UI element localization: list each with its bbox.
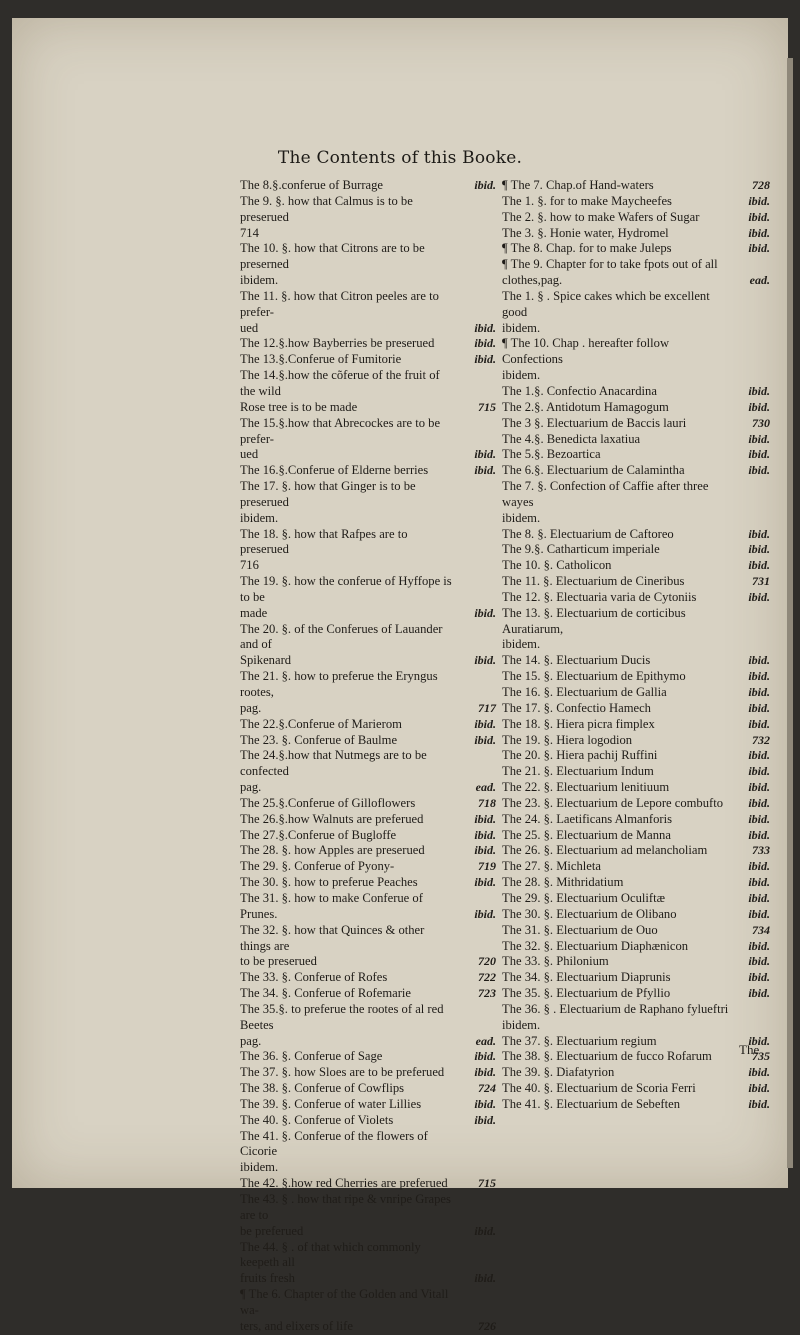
- toc-entry-page: ibid.: [474, 1049, 496, 1064]
- toc-entry: [240, 416, 498, 464]
- toc-entry-page: ibid.: [474, 320, 496, 335]
- toc-entry: [502, 843, 772, 859]
- toc-entry-text: The 36. §. Conferue of Sage: [240, 1049, 383, 1064]
- toc-entry-page: ibid.: [474, 811, 496, 826]
- toc-entry-page: 732: [752, 732, 770, 747]
- toc-entry: [240, 1192, 498, 1240]
- toc-entry-text: The 2. §. how to make Wafers of Sugar: [502, 209, 700, 224]
- toc-entry: [502, 194, 772, 210]
- toc-entry-text: The 10. §. how that Citrons are to be preserned ibidem.: [240, 241, 425, 288]
- toc-entry-text: The 16.§.Conferue of Elderne berries: [240, 463, 429, 478]
- toc-entry-text: The 40. §. Electuarium de Scoria Ferri: [502, 1081, 696, 1096]
- toc-entry: [240, 1176, 498, 1192]
- toc-entry-page: ibid.: [748, 463, 770, 478]
- toc-entry: [502, 558, 772, 574]
- toc-entry: [240, 986, 498, 1002]
- toc-entry: [240, 352, 498, 368]
- toc-entry: [502, 780, 772, 796]
- toc-entry-page: ibid.: [748, 795, 770, 810]
- toc-entry-page: ibid.: [474, 906, 496, 921]
- toc-entry-text: The 32. §. how that Quinces & other things are to be preserued: [240, 922, 425, 969]
- toc-entry: [240, 733, 498, 749]
- toc-entry: [502, 432, 772, 448]
- toc-entry: [240, 194, 498, 242]
- left-column: [240, 178, 498, 1335]
- toc-entry: [502, 685, 772, 701]
- toc-entry-page: ibid.: [748, 954, 770, 969]
- toc-entry-text: The 2.§. Antidotum Hamagogum: [502, 399, 669, 414]
- toc-entry-text: The 11. §. Electuarium de Cineribus: [502, 574, 685, 589]
- toc-entry: [502, 733, 772, 749]
- toc-entry-text: The 25. §. Electuarium de Manna: [502, 827, 671, 842]
- toc-entry: [240, 336, 498, 352]
- toc-entry: [240, 970, 498, 986]
- toc-entry-text: ¶ The 8. Chap. for to make Juleps: [502, 241, 672, 256]
- book-page: [12, 18, 788, 1333]
- toc-entry-page: 731: [752, 574, 770, 589]
- toc-entry-page: ibid.: [748, 558, 770, 573]
- toc-entry-text: The 9.§. Catharticum imperiale: [502, 542, 660, 557]
- toc-entry-page: ibid.: [748, 526, 770, 541]
- toc-entry: [240, 527, 498, 575]
- toc-entry-text: The 13.§.Conferue of Fumitorie: [240, 352, 402, 367]
- toc-entry-page: ibid.: [748, 685, 770, 699]
- toc-entry-text: The 37. §. how Sloes are to be preferued: [240, 1065, 445, 1080]
- toc-entry-page: ibid.: [748, 193, 770, 208]
- toc-entry-text: ¶ The 7. Chap.of Hand-waters: [502, 178, 654, 192]
- toc-entry: [502, 1081, 772, 1097]
- toc-entry-page: ibid.: [474, 1112, 496, 1127]
- toc-entry-text: The 26. §. Electuarium ad melancholiam: [502, 843, 708, 858]
- toc-entry: [502, 1097, 772, 1113]
- toc-entry: [502, 479, 772, 527]
- toc-entry: [240, 178, 498, 194]
- toc-entry-page: ibid.: [474, 1096, 496, 1111]
- toc-entry-page: ibid.: [748, 970, 770, 985]
- toc-entry: [240, 622, 498, 670]
- toc-entry-page: ibid.: [748, 209, 770, 224]
- toc-entry: [240, 289, 498, 337]
- toc-entry-page: ead.: [475, 780, 496, 795]
- toc-entry: [240, 812, 498, 828]
- toc-entry: [502, 416, 772, 432]
- toc-entry-page: ibid.: [748, 589, 770, 604]
- toc-entry-page: ibid.: [474, 336, 496, 351]
- toc-entry: [502, 653, 772, 669]
- toc-entry-text: The 44. § . of that which commonly keepeth all fruits fresh: [240, 1239, 421, 1286]
- catchword: The: [739, 1042, 760, 1057]
- toc-entry: [502, 542, 772, 558]
- toc-entry-page: ibid.: [748, 811, 770, 826]
- toc-entry: [240, 368, 498, 416]
- toc-entry: [502, 859, 772, 875]
- toc-entry: [240, 891, 498, 923]
- toc-entry-text: ¶ The 10. Chap . hereafter follow Confections ibidem.: [502, 336, 670, 383]
- toc-entry-page: ibid.: [474, 352, 496, 367]
- toc-entry-text: The 10. §. Catholicon: [502, 558, 612, 573]
- toc-entry-text: The 31. §. how to make Conferue of Prunes.: [240, 890, 423, 921]
- toc-entry-page: ibid.: [474, 827, 496, 842]
- toc-entry: [502, 970, 772, 986]
- toc-entry-page: ibid.: [748, 986, 770, 1001]
- toc-entry-page: ibid.: [748, 827, 770, 842]
- toc-entry: [240, 1049, 498, 1065]
- toc-entry: [240, 828, 498, 844]
- toc-entry-text: The 29. §. Conferue of Pyony-: [240, 859, 395, 874]
- toc-entry: [502, 669, 772, 685]
- toc-entry-page: ibid.: [474, 716, 496, 731]
- toc-entry-page: ibid.: [748, 1081, 770, 1096]
- toc-entry-text: The 34. §. Electuarium Diaprunis: [502, 970, 671, 985]
- toc-entry-text: The 24.§.how that Nutmegs are to be confected pag.: [240, 748, 427, 795]
- toc-entry-text: The 20. §. Hiera pachij Ruffini: [502, 748, 658, 763]
- toc-entry: [240, 1113, 498, 1129]
- toc-entry-text: The 18. §. how that Rafpes are to preserued 716: [240, 526, 408, 573]
- toc-entry: [502, 590, 772, 606]
- toc-entry: [240, 796, 498, 812]
- toc-entry-text: The 7. §. Confection of Caffie after three wayes ibidem.: [502, 479, 709, 525]
- toc-entry-page: 728: [752, 178, 770, 192]
- toc-entry-text: The 12. §. Electuaria varia de Cytoniis: [502, 589, 697, 604]
- toc-entry-page: ibid.: [474, 1271, 496, 1286]
- toc-entry: [502, 447, 772, 463]
- toc-entry-page: ibid.: [474, 653, 496, 668]
- toc-entry-page: 724: [478, 1081, 496, 1096]
- toc-entry-text: The 19. §. Hiera logodion: [502, 732, 633, 747]
- toc-entry-page: 718: [478, 795, 496, 810]
- toc-entry: [240, 463, 498, 479]
- toc-entry-text: The 1. §. for to make Maycheefes: [502, 193, 672, 208]
- toc-entry-page: ibid.: [474, 732, 496, 747]
- toc-entry-page: ead.: [475, 1033, 496, 1048]
- toc-entry: [240, 923, 498, 971]
- toc-entry-text: The 15. §. Electuarium de Epithymo: [502, 669, 686, 684]
- toc-entry: [502, 939, 772, 955]
- toc-entry-page: 715: [478, 399, 496, 414]
- toc-entry-text: The 20. §. of the Conferues of Lauander and of Spikenard: [240, 621, 443, 668]
- toc-entry: [502, 289, 772, 337]
- toc-entry-text: The 34. §. Conferue of Rofemarie: [240, 986, 412, 1001]
- toc-entry-page: ibid.: [748, 431, 770, 446]
- toc-entry-page: ibid.: [474, 875, 496, 890]
- toc-entry: [502, 764, 772, 780]
- toc-entry-page: ibid.: [748, 938, 770, 953]
- toc-entry-text: The 29. §. Electuarium Oculiftæ: [502, 890, 665, 905]
- toc-entry-page: ibid.: [748, 1065, 770, 1080]
- toc-entry-text: The 5.§. Bezoartica: [502, 447, 601, 462]
- toc-entry-text: The 38. §. Conferue of Cowflips: [240, 1081, 405, 1096]
- toc-entry-page: 730: [752, 415, 770, 430]
- toc-entry-text: The 27. §. Michleta: [502, 859, 601, 874]
- toc-entry: [502, 891, 772, 907]
- toc-entry-text: The 33. §. Conferue of Rofes: [240, 970, 388, 985]
- toc-entry-text: The 41. §. Conferue of the flowers of Cicorie ibidem.: [240, 1128, 428, 1175]
- toc-entry-page: ibid.: [748, 1096, 770, 1111]
- toc-entry-text: ¶ The 6. Chapter of the Golden and Vitall wa- ters, and elixers of life: [240, 1287, 449, 1333]
- toc-entry: [240, 843, 498, 859]
- toc-entry-text: The 17. §. Confectio Hamech: [502, 700, 651, 715]
- toc-entry: [502, 400, 772, 416]
- toc-entry: [240, 1081, 498, 1097]
- toc-entry-page: ibid.: [748, 700, 770, 715]
- toc-entry: [502, 1002, 772, 1034]
- toc-entry-text: The 8.§.conferue of Burrage: [240, 178, 384, 192]
- toc-entry-page: ibid.: [748, 875, 770, 890]
- toc-entry: [240, 1240, 498, 1288]
- toc-entry: [502, 748, 772, 764]
- toc-entry-page: ibid.: [748, 859, 770, 874]
- toc-entry-text: ¶ The 9. Chapter for to take fpots out of all clothes,pag.: [502, 257, 718, 288]
- toc-entry-page: ibid.: [474, 843, 496, 858]
- toc-entry: [502, 923, 772, 939]
- toc-entry-text: The 11. §. how that Citron peeles are to prefer- ued: [240, 288, 439, 335]
- toc-entry-text: The 18. §. Hiera picra fimplex: [502, 716, 655, 731]
- toc-entry: [502, 812, 772, 828]
- toc-entry: [502, 1049, 772, 1065]
- toc-entry-text: The 37. §. Electuarium regium: [502, 1033, 657, 1048]
- toc-entry-text: The 14. §. Electuarium Ducis: [502, 653, 651, 668]
- toc-entry-text: The 3 §. Electuarium de Baccis lauri: [502, 415, 687, 430]
- toc-entry: [502, 574, 772, 590]
- toc-entry-text: The 4.§. Benedicta laxatiua: [502, 431, 641, 446]
- toc-entry: [502, 606, 772, 654]
- toc-entry-page: ibid.: [748, 906, 770, 921]
- toc-entry: [240, 1287, 498, 1335]
- toc-entry-page: ibid.: [748, 669, 770, 684]
- toc-entry-page: ibid.: [474, 1065, 496, 1080]
- toc-entry: [502, 954, 772, 970]
- toc-entry-text: The 23. §. Conferue of Baulme: [240, 732, 398, 747]
- toc-entry-page: 733: [752, 843, 770, 858]
- toc-entry-text: The 35. §. Electuarium de Pfyllio: [502, 986, 671, 1001]
- toc-entry-page: ibid.: [474, 447, 496, 462]
- toc-entry-text: The 25.§.Conferue of Gilloflowers: [240, 795, 416, 810]
- toc-entry: [502, 796, 772, 812]
- toc-entry-text: The 41. §. Electuarium de Sebeften: [502, 1096, 680, 1111]
- toc-entry-text: The 31. §. Electuarium de Ouo: [502, 922, 658, 937]
- toc-entry: [240, 479, 498, 527]
- toc-entry-page: 734: [752, 922, 770, 937]
- toc-entry: [240, 1129, 498, 1177]
- toc-entry-text: The 38. §. Electuarium de fucco Rofarum: [502, 1049, 712, 1064]
- toc-entry-text: The 36. § . Electuarium de Raphano fylueftri ibidem.: [502, 1001, 729, 1032]
- toc-entry: [240, 1097, 498, 1113]
- toc-entry-page: 726: [478, 1318, 496, 1333]
- toc-entry: [502, 1034, 772, 1050]
- toc-entry-text: The 17. §. how that Ginger is to be preserued ibidem.: [240, 479, 416, 525]
- toc-entry-page: ibid.: [748, 764, 770, 779]
- toc-entry: [240, 574, 498, 622]
- page-header: The Contents of this Booke.: [277, 148, 523, 168]
- toc-entry-page: ibid.: [748, 653, 770, 668]
- toc-entry-page: ibid.: [748, 241, 770, 256]
- toc-entry: [502, 241, 772, 257]
- toc-entry: [240, 859, 498, 875]
- toc-entry-text: The 21. §. Electuarium Indum: [502, 764, 654, 779]
- toc-entry-text: The 22. §. Electuarium lenitiuum: [502, 780, 670, 795]
- toc-entry-text: The 42. §.how red Cherries are preferued: [240, 1176, 448, 1191]
- toc-entry-text: The 39. §. Conferue of water Lillies: [240, 1096, 422, 1111]
- toc-entry-text: The 28. §. how Apples are preserued: [240, 843, 425, 858]
- toc-entry-text: The 28. §. Mithridatium: [502, 875, 624, 890]
- toc-entry-page: ibid.: [474, 1223, 496, 1238]
- toc-entry-text: The 9. §. how that Calmus is to be preserued 714: [240, 193, 413, 240]
- toc-entry: [502, 717, 772, 733]
- toc-entry-page: ibid.: [748, 1033, 770, 1048]
- toc-entry-page: 715: [478, 1176, 496, 1191]
- toc-entry-page: ibid.: [474, 463, 496, 478]
- toc-entry-text: The 27.§.Conferue of Bugloffe: [240, 827, 397, 842]
- toc-entry-text: The 1. § . Spice cakes which be excellent good ibidem.: [502, 288, 710, 335]
- right-column: [502, 178, 772, 1113]
- toc-entry: [240, 241, 498, 289]
- toc-entry-text: The 39. §. Diafatyrion: [502, 1065, 615, 1080]
- toc-entry: [502, 178, 772, 194]
- toc-entry-text: The 23. §. Electuarium de Lepore combufto: [502, 795, 724, 810]
- toc-entry-page: ibid.: [748, 716, 770, 731]
- toc-entry-text: The 21. §. how to preferue the Eryngus rootes, pag.: [240, 669, 438, 715]
- toc-entry: [502, 527, 772, 543]
- toc-entry-page: ibid.: [748, 890, 770, 905]
- toc-entry-text: The 33. §. Philonium: [502, 954, 609, 969]
- toc-entry-page: 719: [478, 859, 496, 874]
- toc-entry: [502, 701, 772, 717]
- toc-entry-text: The 16. §. Electuarium de Gallia: [502, 685, 667, 699]
- toc-entry-text: The 13. §. Electuarium de corticibus Auratiarum, ibidem.: [502, 605, 686, 652]
- page-gutter-shadow: [787, 58, 793, 1168]
- toc-entry-text: The 15.§.how that Abrecockes are to be prefer- ued: [240, 415, 441, 462]
- toc-entry-text: The 22.§.Conferue of Marierom: [240, 716, 402, 731]
- toc-entry: [502, 986, 772, 1002]
- toc-entry: [502, 463, 772, 479]
- toc-entry: [502, 257, 772, 289]
- toc-entry-page: ibid.: [748, 383, 770, 398]
- toc-entry-text: The 30. §. how to preferue Peaches: [240, 875, 418, 890]
- toc-entry-text: The 3. §. Honie water, Hydromel: [502, 225, 669, 240]
- toc-entry-text: The 8. §. Electuarium de Caftoreo: [502, 526, 674, 541]
- toc-entry-page: 720: [478, 954, 496, 969]
- toc-entry: [502, 1065, 772, 1081]
- toc-entry-text: The 24. §. Laetificans Almanforis: [502, 811, 672, 826]
- toc-entry-text: The 30. §. Electuarium de Olibano: [502, 906, 677, 921]
- toc-entry-text: The 43. § . how that ripe & vnripe Grapes are to be preferued: [240, 1192, 451, 1238]
- toc-entry-page: 735: [752, 1049, 770, 1064]
- toc-entry-page: ibid.: [748, 399, 770, 414]
- toc-entry-text: The 6.§. Electuarium de Calamintha: [502, 463, 685, 478]
- toc-entry-page: ibid.: [748, 748, 770, 763]
- toc-entry: [240, 875, 498, 891]
- toc-entry-page: ibid.: [748, 780, 770, 795]
- toc-entry-page: 722: [478, 970, 496, 985]
- toc-entry-page: ead.: [749, 273, 770, 288]
- toc-entry-page: ibid.: [748, 225, 770, 240]
- toc-entry-text: The 26.§.how Walnuts are preferued: [240, 811, 424, 826]
- toc-entry: [240, 1065, 498, 1081]
- toc-entry-text: The 14.§.how the cõferue of the fruit of the wild Rose tree is to be made: [240, 368, 440, 414]
- toc-entry-page: 717: [478, 700, 496, 715]
- toc-entry-page: ibid.: [748, 542, 770, 557]
- toc-entry-text: The 32. §. Electuarium Diaphænicon: [502, 938, 689, 953]
- toc-entry-text: The 12.§.how Bayberries be preserued: [240, 336, 435, 351]
- toc-entry: [502, 336, 772, 384]
- toc-entry: [240, 717, 498, 733]
- toc-entry: [240, 748, 498, 796]
- toc-entry: [502, 226, 772, 242]
- toc-entry-page: ibid.: [748, 447, 770, 462]
- toc-entry: [240, 1002, 498, 1050]
- toc-entry-text: The 35.§. to preferue the rootes of al red Beetes pag.: [240, 1001, 444, 1048]
- toc-entry-page: 723: [478, 986, 496, 1001]
- toc-entry-text: The 19. §. how the conferue of Hyffope is to be made: [240, 574, 452, 620]
- toc-entry: [240, 669, 498, 717]
- toc-entry-text: The 1.§. Confectio Anacardina: [502, 383, 657, 398]
- toc-entry-page: ibid.: [474, 605, 496, 620]
- toc-entry: [502, 384, 772, 400]
- toc-entry: [502, 828, 772, 844]
- toc-entry-page: ibid.: [474, 178, 496, 192]
- toc-entry: [502, 907, 772, 923]
- toc-entry: [502, 875, 772, 891]
- toc-entry-text: The 40. §. Conferue of Violets: [240, 1112, 394, 1127]
- toc-entry: [502, 210, 772, 226]
